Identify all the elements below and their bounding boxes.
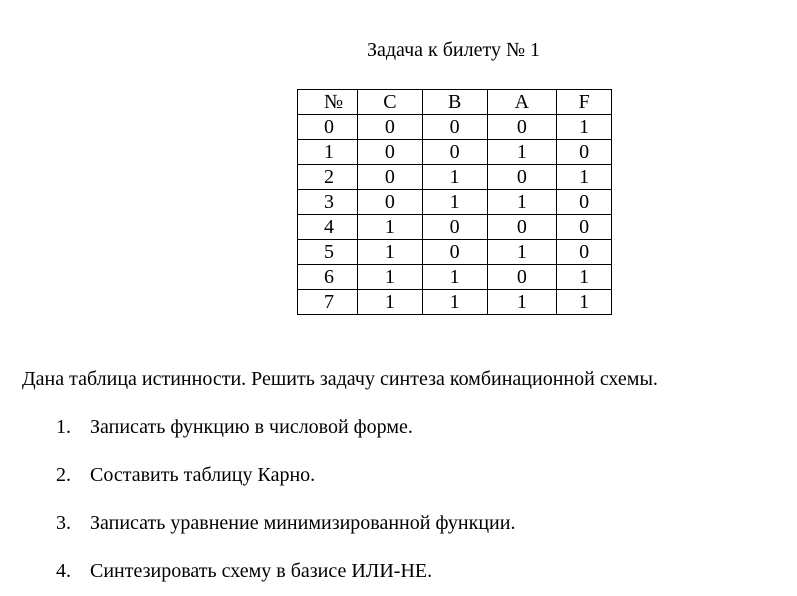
header-cell-b: B: [422, 90, 487, 115]
table-header-row: [298, 90, 612, 115]
table-cell: 4: [298, 215, 358, 240]
table-cell: 0: [358, 190, 423, 215]
table-row: [298, 140, 612, 165]
table-cell: 1: [422, 290, 487, 315]
list-item-number: 1.: [56, 416, 71, 438]
table-cell: 1: [557, 290, 612, 315]
list-item-number: 2.: [56, 464, 71, 486]
table-cell: 1: [557, 265, 612, 290]
table-cell: 0: [422, 115, 487, 140]
table-cell: 1: [557, 165, 612, 190]
table-cell: 1: [422, 265, 487, 290]
header-cell-a: A: [487, 90, 557, 115]
table-cell: 1: [557, 115, 612, 140]
table-cell: 0: [487, 215, 557, 240]
header-cell-c: C: [358, 90, 423, 115]
header-cell-f: F: [557, 90, 612, 115]
intro-paragraph: Дана таблица истинности. Решить задачу синтеза комбинационной схемы.: [22, 368, 658, 390]
table-cell: 0: [358, 140, 423, 165]
table-cell: 1: [298, 140, 358, 165]
truth-table: [297, 89, 612, 315]
table-row: [298, 215, 612, 240]
table-cell: 1: [358, 215, 423, 240]
table-row: [298, 165, 612, 190]
table-row: [298, 190, 612, 215]
list-item-text: Составить таблицу Карно.: [90, 464, 316, 486]
table-cell: 1: [358, 240, 423, 265]
table-cell: 3: [298, 190, 358, 215]
page-title: Задача к билету № 1: [366, 39, 541, 61]
table-cell: 1: [422, 190, 487, 215]
table-cell: 0: [557, 240, 612, 265]
table-cell: 0: [557, 190, 612, 215]
list-item-number: 4.: [56, 560, 71, 582]
table-row: [298, 240, 612, 265]
table-cell: 2: [298, 165, 358, 190]
table-cell: 0: [487, 165, 557, 190]
table-cell: 1: [487, 140, 557, 165]
table-row: [298, 265, 612, 290]
table-cell: 1: [358, 290, 423, 315]
table-cell: 6: [298, 265, 358, 290]
table-cell: 0: [487, 265, 557, 290]
list-item-number: 3.: [56, 512, 71, 534]
table-row: [298, 115, 612, 140]
table-cell: 0: [358, 165, 423, 190]
table-cell: 1: [487, 190, 557, 215]
table-cell: 0: [298, 115, 358, 140]
header-cell-number: №: [298, 90, 358, 115]
list-item-text: Синтезировать схему в базисе ИЛИ-НЕ.: [90, 560, 433, 582]
table-cell: 0: [422, 215, 487, 240]
table-cell: 5: [298, 240, 358, 265]
list-item-text: Записать функцию в числовой форме.: [90, 416, 413, 438]
table-cell: 0: [557, 215, 612, 240]
table-cell: 1: [487, 240, 557, 265]
table-cell: 0: [557, 140, 612, 165]
list-item-text: Записать уравнение минимизированной функции.: [90, 512, 516, 534]
table-row: [298, 290, 612, 315]
table-cell: 0: [358, 115, 423, 140]
table-cell: 0: [422, 140, 487, 165]
table-cell: 1: [487, 290, 557, 315]
table-cell: 1: [358, 265, 423, 290]
table-cell: 0: [422, 240, 487, 265]
table-cell: 0: [487, 115, 557, 140]
table-cell: 7: [298, 290, 358, 315]
table-cell: 1: [422, 165, 487, 190]
